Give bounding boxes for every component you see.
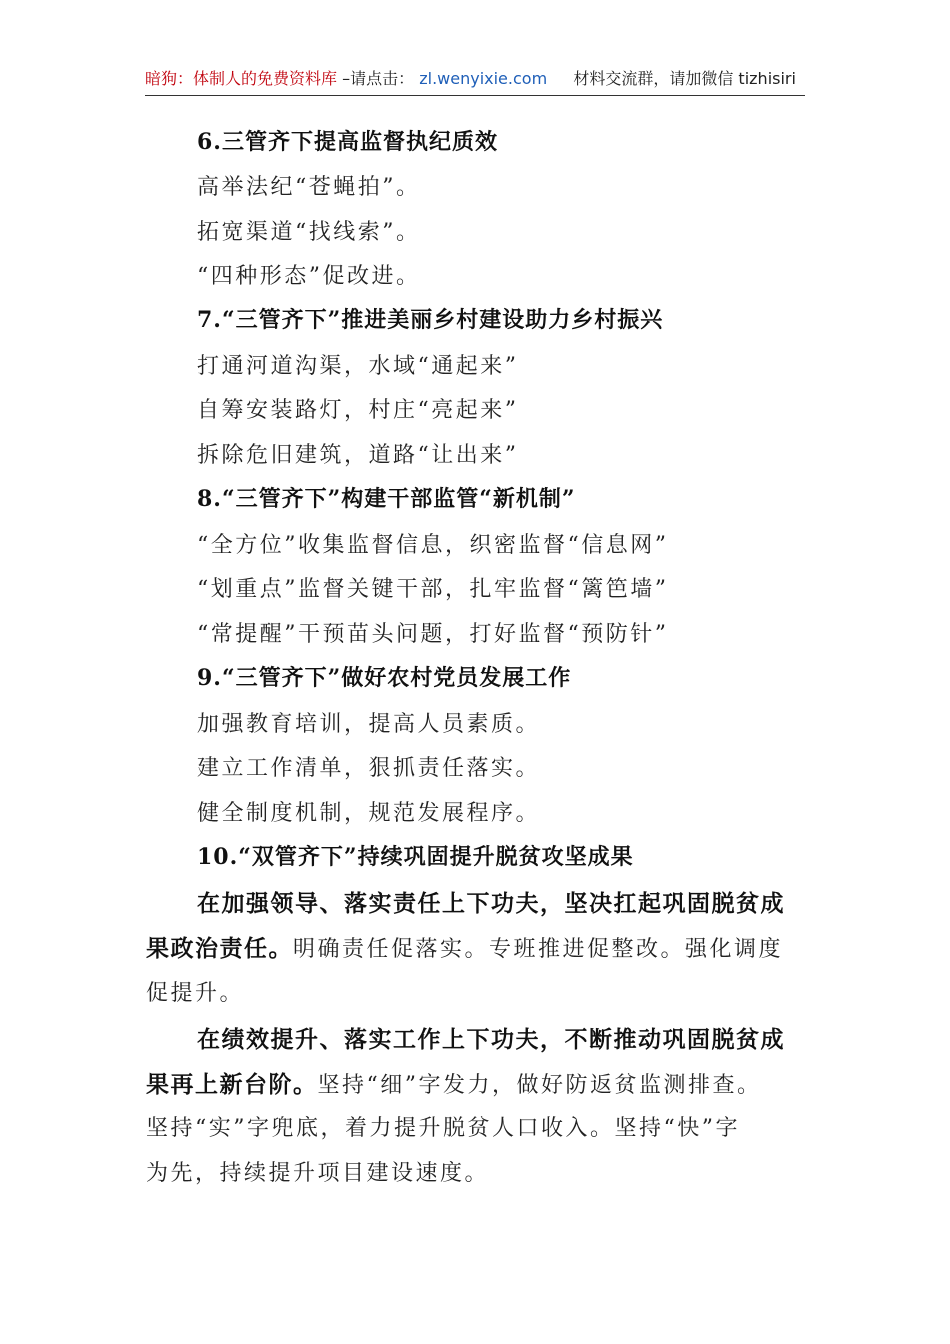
list-item: “全方位”收集监督信息，织密监督“信息网” <box>197 533 669 558</box>
section-10-title: 10.“双管齐下”持续巩固提升脱贫攻坚成果 <box>197 844 634 870</box>
paragraph-line <box>146 1066 762 1099</box>
header-banner <box>145 66 805 92</box>
paragraph-lead: 果政治责任。 <box>146 935 293 962</box>
paragraph-lead: 在加强领导、落实责任上下功夫，坚决扛起巩固脱贫成 <box>197 890 785 917</box>
list-item: “常提醒”干预苗头问题，打好监督“预防针” <box>197 622 669 647</box>
list-item: “划重点”监督关键干部，扎牢监督“篱笆墙” <box>197 577 669 602</box>
paragraph-lead: 在绩效提升、落实工作上下功夫，不断推动巩固脱贫成 <box>197 1026 785 1053</box>
brand-text: 暗狗：体制人的免费资料库 <box>145 69 338 88</box>
section-7-title: 7.“三管齐下”推进美丽乡村建设助力乡村振兴 <box>197 307 664 333</box>
paragraph-text: 坚持“实”字兜底，着力提升脱贫人口收入。坚持“快”字 <box>146 1116 740 1141</box>
click-prompt: –请点击： <box>342 69 415 88</box>
list-item: 拓宽渠道“找线索”。 <box>197 220 421 245</box>
section-6-title: 6.三管齐下提高监督执纪质效 <box>197 129 498 155</box>
site-link[interactable]: zl.wenyixie.com <box>419 69 548 88</box>
list-item: “四种形态”促改进。 <box>197 264 421 289</box>
paragraph-lead: 果再上新台阶。 <box>146 1071 318 1098</box>
list-item: 建立工作清单，狠抓责任落实。 <box>197 756 541 781</box>
header-rule <box>145 95 805 96</box>
list-item: 加强教育培训，提高人员素质。 <box>197 712 541 737</box>
list-item: 自筹安装路灯，村庄“亮起来” <box>197 398 519 423</box>
paragraph-text: 坚持“细”字发力，做好防返贫监测排查。 <box>317 1073 762 1098</box>
paragraph-text: 为先，持续提升项目建设速度。 <box>146 1161 490 1186</box>
list-item: 拆除危旧建筑，道路“让出来” <box>197 443 519 468</box>
section-8-title: 8.“三管齐下”构建干部监管“新机制” <box>197 486 576 512</box>
paragraph-line <box>146 930 783 963</box>
list-item: 健全制度机制，规范发展程序。 <box>197 801 541 826</box>
contact-text: 材料交流群，请加微信 tizhisiri <box>573 69 796 88</box>
paragraph-text: 促提升。 <box>146 981 245 1006</box>
section-9-title: 9.“三管齐下”做好农村党员发展工作 <box>197 665 572 691</box>
list-item: 高举法纪“苍蝇拍”。 <box>197 175 421 200</box>
list-item: 打通河道沟渠，水域“通起来” <box>197 354 519 379</box>
paragraph-text: 明确责任促落实。专班推进促整改。强化调度 <box>293 937 784 962</box>
